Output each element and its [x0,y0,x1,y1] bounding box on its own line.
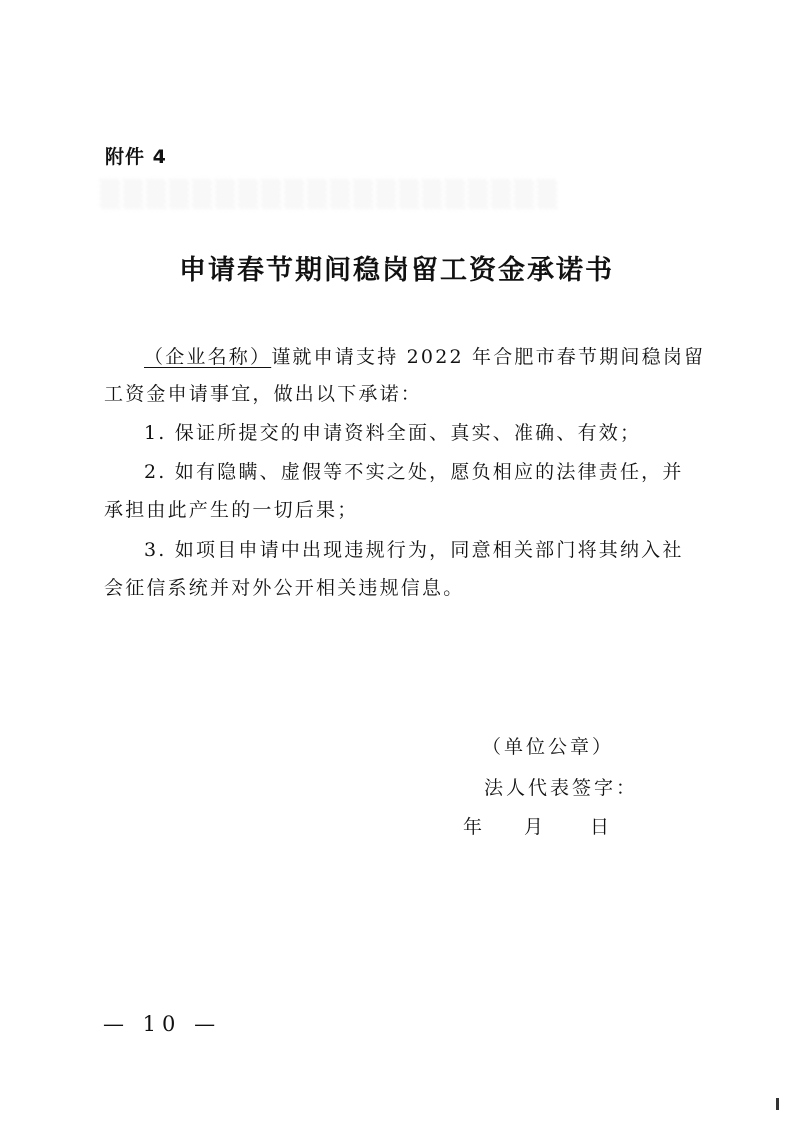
intro-line-2: 工资金申请事宜，做出以下承诺： [104,383,423,405]
date-day-label: 日 [590,816,610,838]
date-month-label: 月 [524,816,544,838]
commitment-item-2-line-2: 承担由此产生的一切后果； [104,499,359,521]
commitment-item-2-line-1: 2. 如有隐瞒、虚假等不实之处，愿负相应的法律责任，并 [144,461,684,483]
date-year-label: 年 [463,816,483,838]
intro-line-1 [144,342,705,369]
commitment-item-1: 1. 保证所提交的申请资料全面、真实、准确、有效； [144,422,642,444]
company-name-placeholder: （企业名称） [144,346,272,368]
document-title: 申请春节期间稳岗留工资金承诺书 [179,255,614,286]
page-number: — 10 — [103,1012,222,1036]
intro-line-1-text: 谨就申请支持 2022 年合肥市春节期间稳岗留 [271,346,706,368]
attachment-label: 附件 4 [105,146,167,168]
commitment-item-3-line-2: 会征信系统并对外公开相关违规信息。 [104,577,465,599]
scan-edge-mark [776,1098,779,1110]
unit-seal-label: （单位公章） [482,736,615,758]
bleed-through-text: ▒▒▒▒▒▒▒▒▒▒▒▒▒▒▒▒▒▒▒▒ [100,180,560,210]
commitment-item-3-line-1: 3. 如项目申请中出现违规行为，同意相关部门将其纳入社 [144,539,684,561]
legal-representative-signature-label: 法人代表签字： [484,777,639,799]
